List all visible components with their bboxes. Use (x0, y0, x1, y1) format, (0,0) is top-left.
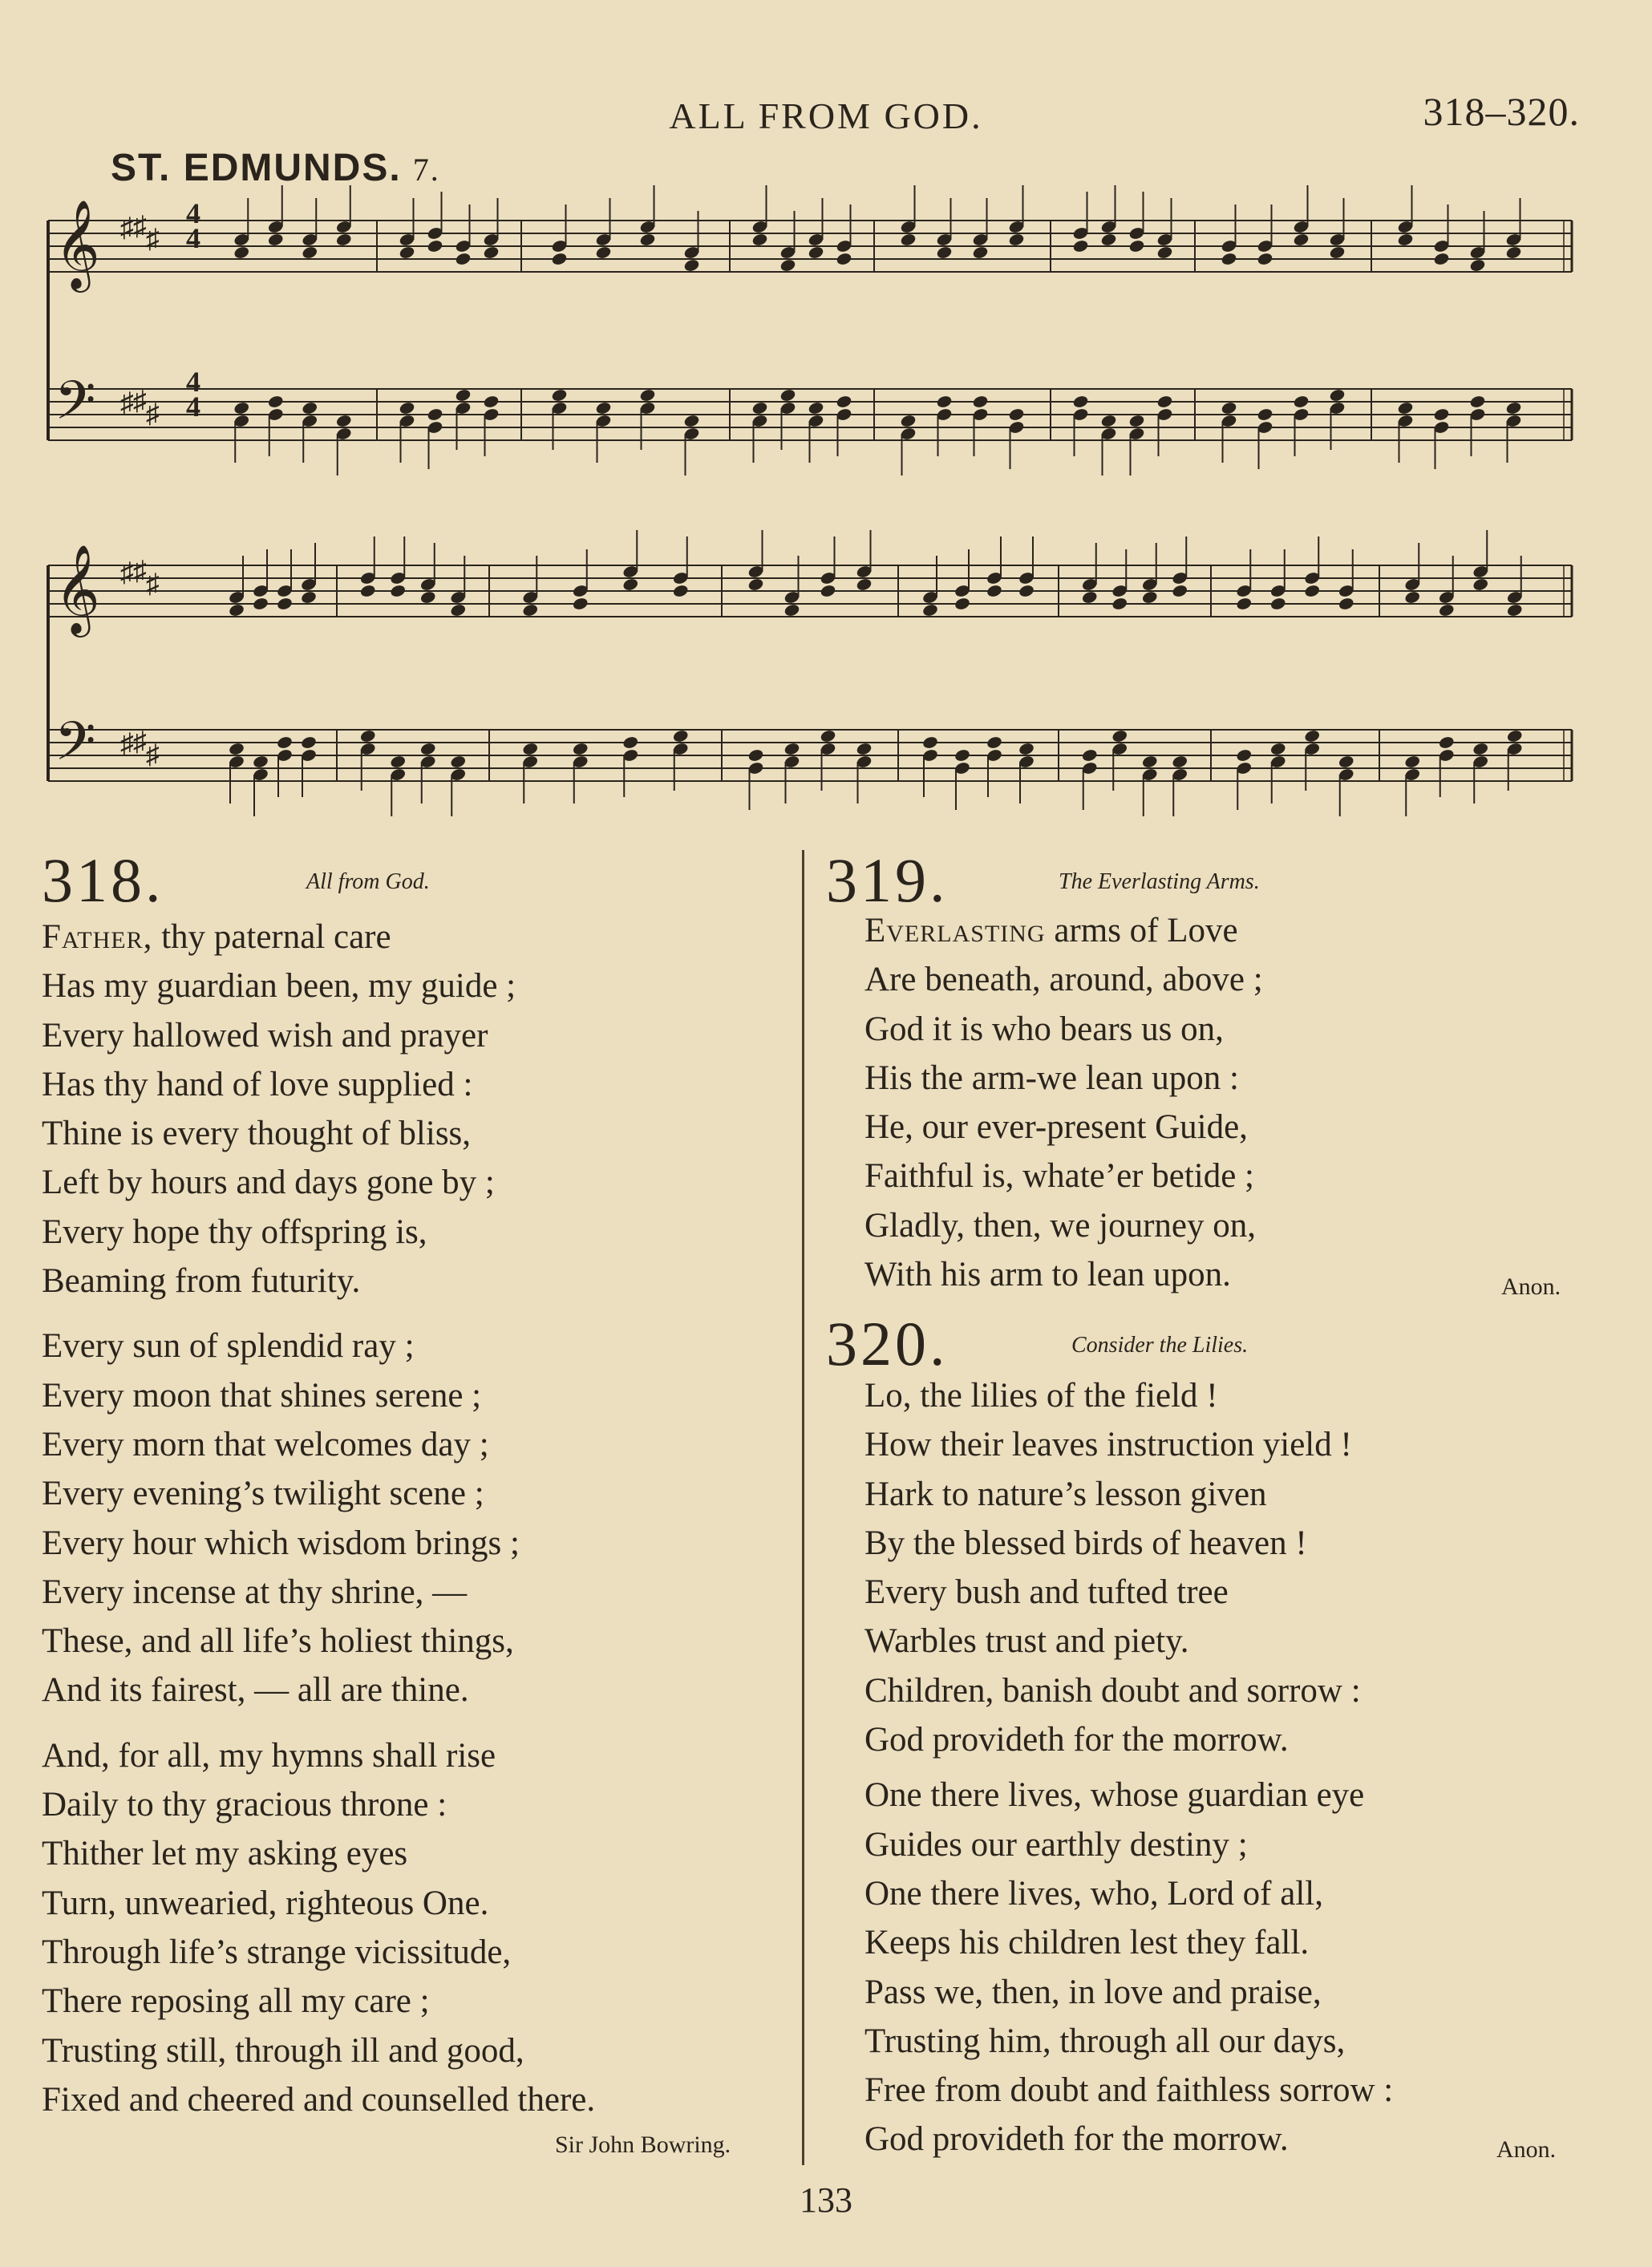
note-head-icon (483, 245, 500, 260)
note-head-icon (1433, 252, 1450, 266)
note-head-icon (1304, 584, 1321, 598)
note-head-icon (672, 584, 689, 598)
note-head-icon (672, 729, 689, 743)
note-head-icon (1304, 729, 1321, 743)
note-head-icon (595, 401, 612, 415)
hymn-318 (42, 845, 596, 2124)
note-head-icon (335, 414, 352, 428)
note-head-icon (1472, 742, 1489, 756)
first-word: Father, (42, 918, 153, 956)
note-head-icon (1506, 729, 1523, 743)
verse-line: Left by hours and days gone by ; (42, 1164, 495, 1202)
time-signature: 4 (186, 366, 200, 398)
verse-line: Every bush and tufted tree (864, 1573, 1229, 1612)
verse-line: One there lives, whose guardian eye (864, 1776, 1365, 1815)
note-head-icon (551, 388, 568, 403)
note-head-icon (836, 395, 852, 409)
note-head-icon (419, 742, 436, 756)
hymn-number: 319. (826, 845, 949, 915)
note-head-icon (450, 603, 467, 617)
note-head-icon (751, 233, 768, 247)
note-head-icon (751, 401, 768, 415)
note-head-icon (808, 245, 824, 260)
note-head-icon (1221, 252, 1237, 266)
verse-line: Are beneath, around, above ; (864, 961, 1263, 999)
note-head-icon (1469, 395, 1486, 409)
verse-line: God provideth for the morrow. (864, 2120, 1289, 2159)
note-head-icon (1111, 729, 1128, 743)
sharp-icon: ♯ (146, 399, 160, 429)
note-head-icon (1128, 239, 1145, 253)
note-head-icon (359, 729, 376, 743)
verse-line: Children, banish doubt and sorrow : (864, 1671, 1361, 1710)
note-head-icon (252, 597, 269, 611)
verse-line: Faithful is, whate’er betide ; (864, 1157, 1254, 1196)
running-title: ALL FROM GOD. (669, 95, 983, 136)
verse-line: Fixed and cheered and counselled there. (42, 2080, 596, 2119)
verse-line: Thither let my asking eyes (42, 1835, 408, 1873)
note-head-icon (954, 748, 970, 763)
note-head-icon (1397, 233, 1414, 247)
note-head-icon (267, 233, 284, 247)
verse-line: One there lives, who, Lord of all, (864, 1874, 1323, 1913)
column-divider (802, 850, 804, 2165)
verse-line: Every hope thy offspring is, (42, 1212, 427, 1251)
verse-line: Keeps his children lest they fall. (864, 1924, 1310, 1962)
verse-line: Every evening’s twilight scene ; (42, 1475, 484, 1513)
note-head-icon (300, 590, 317, 605)
note-head-icon (1329, 388, 1346, 403)
note-head-icon (747, 577, 764, 592)
verse-line: Father, thy paternal care (42, 918, 391, 956)
note-head-icon (1141, 755, 1158, 769)
note-head-icon (1438, 603, 1455, 617)
note-head-icon (1269, 597, 1286, 611)
note-head-icon (986, 735, 1002, 750)
page-range: 318–320. (1423, 89, 1580, 134)
first-word: Everlasting (864, 912, 1046, 949)
note-head-icon (335, 233, 352, 247)
note-head-icon (1236, 597, 1253, 611)
note-head-icon (252, 755, 269, 769)
note-head-icon (1111, 597, 1128, 611)
note-head-icon (1008, 407, 1025, 422)
note-head-icon (1018, 584, 1035, 598)
note-head-icon (1128, 414, 1145, 428)
time-signature: 4 (186, 391, 200, 423)
note-head-icon (483, 395, 500, 409)
note-head-icon (399, 401, 415, 415)
note-head-icon (572, 597, 589, 611)
verse-line: And, for all, my hymns shall rise (42, 1736, 496, 1775)
note-head-icon (820, 729, 836, 743)
tune-meter: 7. (412, 152, 440, 188)
verse-line: Turn, unwearied, righteous One. (42, 1884, 489, 1922)
note-head-icon (551, 252, 568, 266)
hymn-320 (826, 1309, 1394, 2164)
hymn-number: 320. (826, 1309, 949, 1378)
verse-line: Every incense at thy shrine, — (42, 1573, 468, 1611)
verse-line: Every morn that welcomes day ; (42, 1425, 489, 1463)
verse-line: These, and all life’s holiest things, (42, 1622, 514, 1661)
note-head-icon (427, 407, 443, 422)
note-head-icon (1257, 407, 1273, 422)
note-head-icon (1404, 590, 1421, 605)
note-head-icon (1018, 742, 1035, 756)
note-head-icon (1433, 407, 1450, 422)
note-head-icon (1329, 245, 1346, 260)
note-head-icon (683, 258, 700, 273)
verse-line: Pass we, then, in love and praise, (864, 1973, 1322, 2011)
verse-line: Free from doubt and faithless sorrow : (864, 2071, 1394, 2110)
verse-line: He, our ever-present Guide, (864, 1108, 1248, 1147)
note-head-icon (954, 597, 970, 611)
tune-name: ST. EDMUNDS. (111, 147, 402, 189)
treble-clef-icon: 𝄞 (55, 544, 100, 634)
verse-line: Gladly, then, we journey on, (864, 1206, 1257, 1245)
note-head-icon (1072, 395, 1089, 409)
bass-clef-icon: 𝄢 (55, 370, 96, 444)
hymn-author: Anon. (1501, 1273, 1561, 1300)
sharp-icon: ♯ (120, 213, 134, 243)
hymn-319 (826, 845, 1263, 1299)
hymn-subtitle: Consider the Lilies. (1071, 1333, 1249, 1358)
verse-line: His the arm-we lean upon : (864, 1059, 1239, 1097)
stanza (42, 1731, 595, 2124)
note-head-icon (1008, 233, 1025, 247)
note-head-icon (936, 395, 953, 409)
sharp-icon: ♯ (146, 740, 160, 770)
note-head-icon (1236, 748, 1253, 763)
sharp-icon: ♯ (120, 388, 134, 418)
note-head-icon (836, 252, 852, 266)
sharp-icon: ♯ (120, 558, 134, 588)
verse-line: Every hallowed wish and prayer (42, 1016, 488, 1055)
note-head-icon (900, 414, 917, 428)
note-head-icon (276, 597, 293, 611)
note-head-icon (228, 742, 245, 756)
note-head-icon (1338, 597, 1354, 611)
note-head-icon (1100, 233, 1117, 247)
note-head-icon (747, 748, 764, 763)
note-head-icon (856, 577, 873, 592)
note-head-icon (972, 245, 989, 260)
stanza (826, 1771, 1393, 2164)
note-head-icon (820, 584, 836, 598)
verse-line: Every sun of splendid ray ; (42, 1327, 415, 1366)
note-head-icon (1081, 590, 1098, 605)
note-head-icon (921, 735, 938, 750)
note-head-icon (522, 742, 539, 756)
hymn-author: Anon. (1496, 2136, 1557, 2163)
note-head-icon (390, 584, 407, 598)
verse-line: Has my guardian been, my guide ; (42, 967, 516, 1006)
hymn-subtitle: All from God. (306, 869, 430, 894)
note-head-icon (455, 388, 472, 403)
verse-line: Every moon that shines serene ; (42, 1376, 482, 1415)
verse-line: Everlasting arms of Love (864, 912, 1238, 949)
note-head-icon (1221, 401, 1237, 415)
verse-line: Trusting him, through all our days, (864, 2022, 1346, 2060)
note-head-icon (779, 388, 796, 403)
verse-line: By the blessed birds of heaven ! (864, 1524, 1307, 1562)
note-head-icon (1156, 245, 1173, 260)
note-head-icon (1072, 239, 1089, 253)
note-head-icon (302, 245, 318, 260)
verse-line: Hark to nature’s lesson given (864, 1475, 1267, 1513)
note-head-icon (622, 735, 639, 750)
note-head-icon (900, 233, 917, 247)
note-head-icon (390, 755, 407, 769)
verse-line: There reposing all my care ; (42, 1982, 430, 2021)
note-head-icon (455, 252, 472, 266)
note-head-icon (595, 245, 612, 260)
note-head-icon (267, 395, 284, 409)
note-head-icon (233, 245, 250, 260)
stanza (826, 906, 1263, 1299)
verse-line: And its fairest, — all are thine. (42, 1671, 469, 1710)
note-head-icon (427, 239, 443, 253)
note-head-icon (228, 603, 245, 617)
note-head-icon (1257, 252, 1273, 266)
treble-clef-icon: 𝄞 (55, 199, 100, 289)
verse-line: Guides our earthly destiny ; (864, 1825, 1248, 1864)
bass-clef-icon: 𝄢 (55, 710, 96, 785)
verse-line: With his arm to lean upon. (864, 1256, 1231, 1294)
verse-line: Thine is every thought of bliss, (42, 1115, 472, 1153)
note-head-icon (921, 603, 938, 617)
note-head-icon (450, 755, 467, 769)
sharp-icon: ♯ (146, 569, 160, 599)
note-head-icon (1100, 414, 1117, 428)
note-head-icon (936, 245, 953, 260)
note-head-icon (1397, 401, 1414, 415)
verse-line: God provideth for the morrow. (864, 1721, 1289, 1759)
note-head-icon (302, 401, 318, 415)
note-head-icon (1293, 233, 1310, 247)
note-head-icon (1472, 577, 1489, 592)
note-head-icon (276, 735, 293, 750)
hymn-subtitle: The Everlasting Arms. (1059, 869, 1260, 894)
verse-line: Lo, the lilies of the field ! (864, 1377, 1218, 1415)
time-signature: 4 (186, 197, 200, 229)
score-systems (48, 185, 1572, 816)
note-head-icon (683, 414, 700, 428)
note-head-icon (522, 603, 539, 617)
note-head-icon (1172, 755, 1188, 769)
note-head-icon (1269, 742, 1286, 756)
note-head-icon (808, 401, 824, 415)
hymn-author: Sir John Bowring. (555, 2131, 731, 2158)
sharp-icon: ♯ (133, 212, 147, 241)
note-head-icon (1505, 401, 1522, 415)
note-head-icon (1438, 735, 1455, 750)
verse-line: God it is who bears us on, (864, 1010, 1224, 1048)
time-signature: 4 (186, 222, 200, 254)
note-head-icon (1141, 590, 1158, 605)
note-head-icon (1506, 603, 1523, 617)
note-head-icon (622, 577, 639, 592)
note-head-icon (783, 742, 800, 756)
note-head-icon (1081, 748, 1098, 763)
verse-line: Trusting still, through ill and good, (42, 2031, 524, 2070)
musical-score (0, 0, 1652, 850)
note-head-icon (779, 258, 796, 273)
stanza (826, 1371, 1393, 1764)
note-head-icon (783, 603, 800, 617)
note-head-icon (1172, 584, 1188, 598)
note-head-icon (300, 735, 317, 750)
verse-line: Daily to thy gracious throne : (42, 1786, 447, 1824)
note-head-icon (233, 401, 250, 415)
sharp-icon: ♯ (133, 557, 147, 586)
note-head-icon (419, 590, 436, 605)
note-head-icon (639, 233, 656, 247)
verse-line: How their leaves instruction yield ! (864, 1426, 1352, 1464)
sharp-icon: ♯ (120, 729, 134, 759)
note-head-icon (639, 388, 656, 403)
verse-line: Beaming from futurity. (42, 1262, 361, 1301)
verse-line: Through life’s strange vicissitude, (42, 1933, 512, 1971)
note-head-icon (1469, 258, 1486, 273)
note-head-icon (1404, 755, 1421, 769)
stanza (42, 1322, 595, 1714)
sharp-icon: ♯ (146, 225, 160, 254)
note-head-icon (1338, 755, 1354, 769)
note-head-icon (1156, 395, 1173, 409)
note-head-icon (972, 395, 989, 409)
page-number: 133 (800, 2180, 852, 2220)
verse-line: Has thy hand of love supplied : (42, 1065, 473, 1103)
note-head-icon (1505, 245, 1522, 260)
note-head-icon (1293, 395, 1310, 409)
hymn-number: 318. (42, 845, 164, 915)
note-head-icon (359, 584, 376, 598)
verse-line: Warbles trust and piety. (864, 1622, 1189, 1661)
sharp-icon: ♯ (133, 727, 147, 757)
note-head-icon (572, 742, 589, 756)
note-head-icon (986, 584, 1002, 598)
verse-line: Every hour which wisdom brings ; (42, 1524, 520, 1562)
sharp-icon: ♯ (133, 387, 147, 416)
stanza (42, 913, 595, 1306)
note-head-icon (399, 245, 415, 260)
note-head-icon (856, 742, 873, 756)
